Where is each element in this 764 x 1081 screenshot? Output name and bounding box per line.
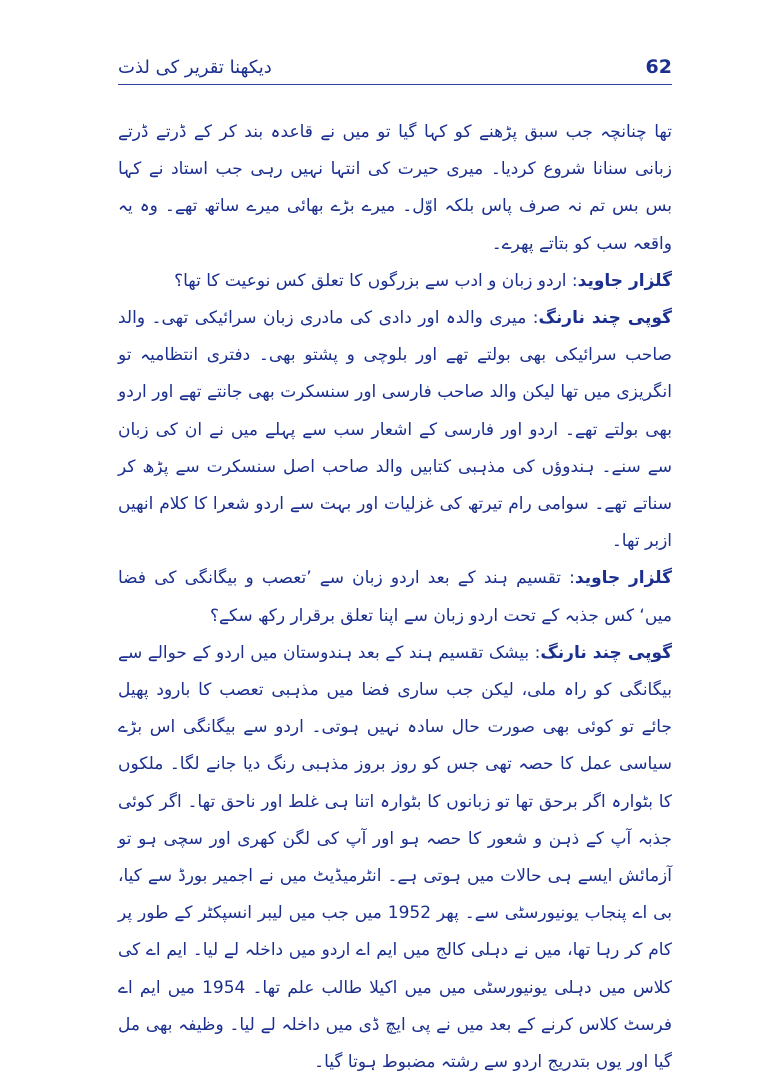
paragraph [118, 263, 672, 300]
body-text [118, 114, 672, 1081]
running-title: دیکھنا تقریر کی لذت [118, 56, 272, 78]
paragraph-text: تھا چنانچہ جب سبق پڑھنے کو کہا گیا تو میں نے قاعدہ بند کر کے ڈرتے ڈرتے زبانی سنانا شروع کردیا۔ میری حیرت کی انتہا نہیں رہی جب استاد نے کہا بس بس تم نہ صرف پاس بلکہ اوّل۔ میرے بڑے بھائی میرے ساتھ تھے۔ وہ یہ واقعہ سب کو بتاتے پھرے۔ [118, 122, 672, 254]
paragraph-text: : اردو زبان و ادب سے بزرگوں کا تعلق کس نوعیت کا تھا؟ [174, 270, 578, 291]
paragraph-text: : تقسیم ہند کے بعد اردو زبان سے ’تعصب و بیگانگی کی فضا میں‘ کس جذبہ کے تحت اردو زبان سے اپنا تعلق برقرار رکھ سکے؟ [118, 568, 672, 626]
paragraph [118, 560, 672, 634]
paragraph-text: : میری والدہ اور دادی کی مادری زبان سرائیکی تھی۔ والد صاحب سرائیکی بھی بولتے تھے اور بلوچی و پشتو بھی۔ دفتری انتظامیہ تو انگریزی میں تھا لیکن والد صاحب فارسی اور سنسکرت بھی جانتے تھے اور اردو بھی بولتے تھے۔ اردو اور فارسی کے اشعار سب سے پہلے میں نے ان کی زبان سے سنے۔ ہندوؤں کی مذہبی کتابیں والد صاحب اصل سنسکرت سے پڑھ کر سناتے تھے۔ سوامی رام تیرتھ کی غزلیات اور بہت سے اردو شعرا کا کلام انھیں ازبر تھا۔ [118, 308, 672, 552]
paragraph-text: : بیشک تقسیم ہند کے بعد ہندوستان میں اردو کے حوالے سے بیگانگی کو راہ ملی، لیکن جب ساری فضا میں مذہبی تعصب کا بارود پھیل جائے تو کوئی بھی صورت حال سادہ نہیں ہوتی۔ اردو سے بیگانگی اس بڑے سیاسی عمل کا حصہ تھی جس کو روز بروز مذہبی رنگ دیا جانے لگا۔ ملکوں کا بٹوارہ اگر برحق تھا تو زبانوں کا بٹوارہ اتنا ہی غلط اور ناحق تھا۔ اگر کوئی جذبہ آپ کے ذہن و شعور کا حصہ ہو اور آپ کی لگن کھری اور سچی ہو تو آزمائش ایسے ہی حالات میں ہوتی ہے۔ انٹرمیڈیٹ میں نے اجمیر بورڈ سے کیا، بی اے پنجاب یونیورسٹی سے۔ پھر 1952 میں جب میں لیبر انسپکٹر کے طور پر کام کر رہا تھا، میں نے دہلی کالج میں ایم اے اردو میں داخلہ لے لیا۔ ایم اے کی کلاس میں دہلی یونیورسٹی میں میں اکیلا طالب علم تھا۔ 1954 میں ایم اے فرسٹ کلاس کرنے کے بعد میں نے پی ایچ ڈی میں داخلہ لے لیا۔ وظیفہ بھی مل گیا اور یوں بتدریج اردو سے رشتہ مضبوط ہوتا گیا۔ [118, 642, 672, 1073]
paragraph [118, 635, 672, 1081]
paragraph [118, 114, 672, 263]
speaker-name: گوپی چند نارنگ [538, 308, 672, 329]
paragraph [118, 300, 672, 560]
speaker-name: گلزار جاوید [577, 270, 672, 291]
page-header [118, 50, 672, 85]
speaker-name: گلزار جاوید [574, 568, 672, 589]
speaker-name: گوپی چند نارنگ [540, 642, 672, 663]
page-number: 62 [645, 56, 672, 78]
